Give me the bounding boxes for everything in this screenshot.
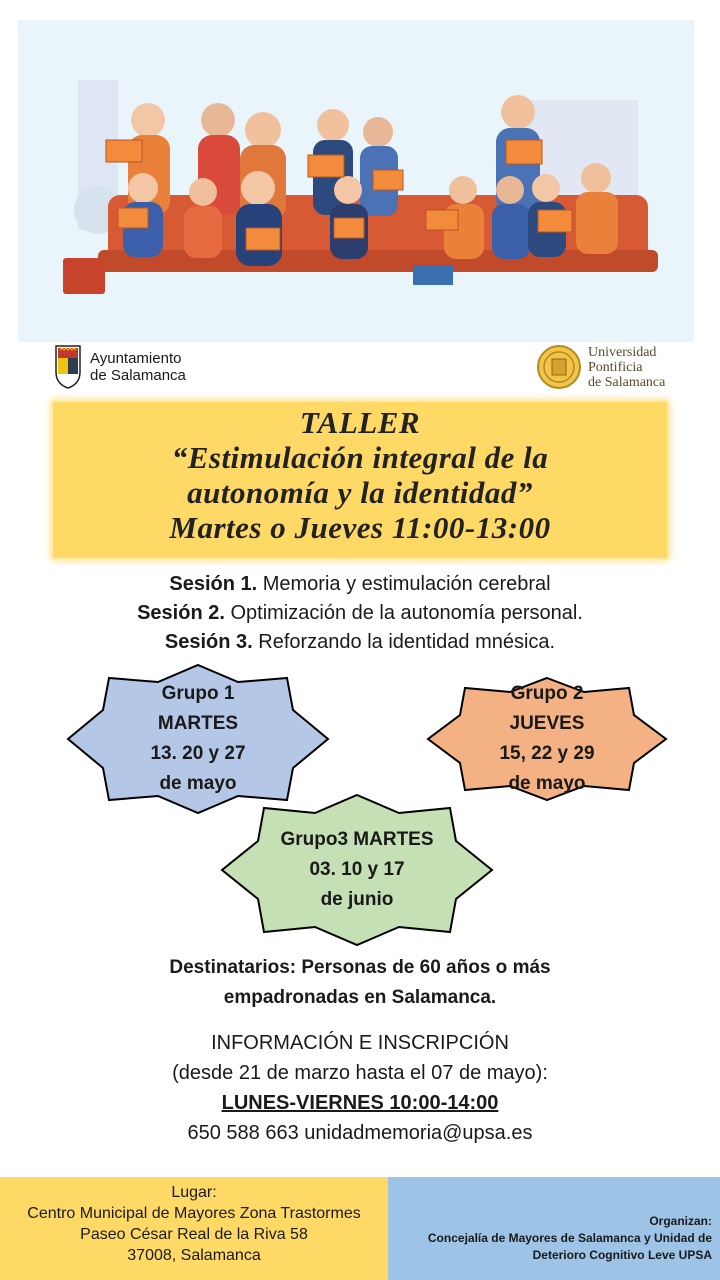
session-label: Sesión 3.	[164, 631, 253, 653]
session-item	[0, 599, 720, 628]
info-heading: INFORMACIÓN E INSCRIPCIÓN	[211, 1032, 509, 1054]
upsa-name-line2: Pontificia	[588, 359, 643, 375]
hero-illustration	[18, 20, 694, 342]
group-2-badge	[426, 675, 668, 803]
workshop-title-box	[53, 402, 667, 558]
upsa-logo	[536, 344, 665, 390]
upsa-name-line3: de Salamanca	[588, 374, 666, 390]
workshop-title-line1: “Estimulación integral de la	[171, 440, 549, 475]
recipients-line1: Destinatarios: Personas de 60 años o más	[169, 957, 551, 978]
session-text: Optimización de la autonomía personal.	[230, 602, 583, 624]
organizers-label: Organizan:	[649, 1214, 712, 1228]
organizers-line1: Concejalía de Mayores de Salamanca y Unidad de	[427, 1231, 712, 1245]
organizers-box	[388, 1177, 720, 1280]
info-contact: 650 588 663 unidadmemoria@upsa.es	[187, 1122, 533, 1144]
organizers-line2: Deterioro Cognitivo Leve UPSA	[532, 1248, 712, 1262]
location-box	[0, 1177, 388, 1280]
registration-info	[0, 1028, 720, 1148]
group-1-day: MARTES	[157, 713, 239, 734]
workshop-schedule: Martes o Jueves 11:00-13:00	[169, 510, 551, 545]
group-1-month: de mayo	[159, 773, 237, 794]
recipients-line2: empadronadas en Salamanca.	[223, 987, 497, 1008]
session-label: Sesión 1.	[169, 573, 258, 595]
ayuntamiento-name-line1: Ayuntamiento	[90, 350, 182, 367]
seniors-reading-illustration	[18, 20, 694, 342]
location-line1: Centro Municipal de Mayores Zona Trastormes	[27, 1205, 361, 1222]
sessions-list	[0, 570, 720, 657]
session-text: Memoria y estimulación cerebral	[262, 573, 551, 595]
group-1-dates: 13. 20 y 27	[150, 743, 246, 764]
session-item	[0, 628, 720, 657]
session-label: Sesión 2.	[137, 602, 225, 624]
session-text: Reforzando la identidad mnésica.	[258, 631, 556, 653]
group-3-name: Grupo3 MARTES	[280, 829, 434, 850]
workshop-label: TALLER	[299, 405, 421, 440]
ayuntamiento-name-line2: de Salamanca	[90, 367, 186, 384]
location-line3: 37008, Salamanca	[127, 1247, 261, 1264]
info-hours: LUNES-VIERNES 10:00-14:00	[221, 1092, 499, 1114]
city-coat-of-arms-icon	[52, 344, 84, 390]
upsa-name-line1: Universidad	[588, 344, 657, 360]
group-1-name: Grupo 1	[161, 683, 235, 704]
university-seal-icon	[536, 344, 582, 390]
group-2-dates: 15, 22 y 29	[499, 743, 595, 764]
info-dates: (desde 21 de marzo hasta el 07 de mayo):	[172, 1062, 548, 1084]
group-3-month: de junio	[320, 889, 394, 910]
session-item	[0, 570, 720, 599]
group-3-dates: 03. 10 y 17	[309, 859, 405, 880]
group-2-day: JUEVES	[509, 713, 585, 734]
group-2-name: Grupo 2	[510, 683, 584, 704]
location-line2: Paseo César Real de la Riva 58	[80, 1226, 308, 1243]
location-label: Lugar:	[171, 1184, 217, 1201]
recipients-text	[0, 953, 720, 1013]
group-2-month: de mayo	[508, 773, 586, 794]
ayuntamiento-logo	[52, 344, 186, 390]
group-3-badge	[220, 792, 494, 948]
workshop-title-line2: autonomía y la identidad”	[187, 475, 533, 510]
